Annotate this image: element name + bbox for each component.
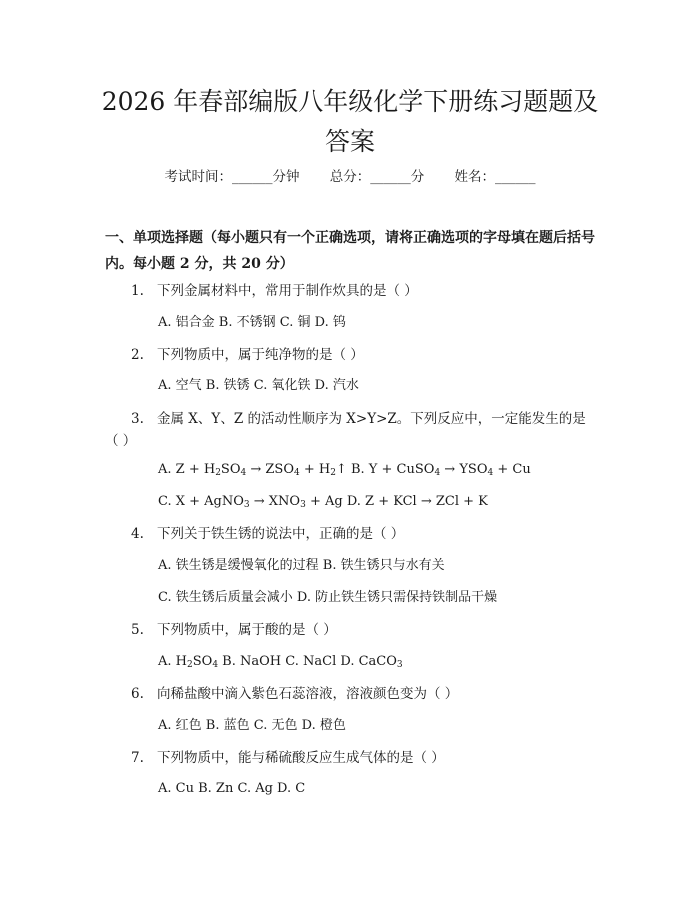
question-3 bbox=[131, 406, 586, 432]
subscript: 2 bbox=[330, 468, 336, 478]
section-heading-line-1: 一、单项选择题（每小题只有一个正确选项，请将正确选项的字母填在题后括号 bbox=[105, 230, 595, 246]
question-number: 2. bbox=[131, 347, 144, 363]
question-3-options-cd bbox=[158, 491, 488, 516]
question-stem: 下列物质中，属于酸的是（ ） bbox=[157, 622, 337, 638]
formula-text: A. Z + H bbox=[158, 462, 216, 477]
formula-text: SO bbox=[192, 654, 213, 669]
formula-text: → XNO bbox=[249, 494, 301, 509]
question-4-options-cd: C. 铁生锈后质量会减小 D. 防止铁生锈只需保持铁制品干燥 bbox=[158, 590, 498, 605]
question-stem: 下列物质中，属于纯净物的是（ ） bbox=[157, 347, 364, 363]
subscript: 3 bbox=[396, 660, 403, 670]
question-5 bbox=[131, 617, 337, 643]
formula-text: + Cu bbox=[493, 462, 531, 477]
exam-time: 考试时间：______分钟 bbox=[164, 169, 300, 185]
question-number: 1. bbox=[131, 283, 144, 299]
question-number: 3. bbox=[131, 411, 144, 427]
document-title bbox=[60, 82, 640, 162]
subscript: 4 bbox=[294, 468, 300, 478]
question-number: 4. bbox=[131, 526, 144, 542]
formula-text: B. NaOH C. NaCl D. CaCO bbox=[218, 654, 397, 669]
subscript: 3 bbox=[300, 500, 306, 510]
question-3-stem-line-2: （ ） bbox=[105, 433, 137, 449]
question-3-options-ab bbox=[158, 459, 531, 484]
section-heading-line-2: 内。每小题 2 分，共 20 分） bbox=[105, 256, 294, 272]
formula-text: + Ag D. Z + KCl → ZCl + K bbox=[305, 494, 488, 509]
formula-text: → ZSO bbox=[246, 462, 294, 477]
question-stem: 下列金属材料中，常用于制作炊具的是（ ） bbox=[157, 283, 418, 299]
question-6 bbox=[131, 681, 458, 707]
question-number: 6. bbox=[131, 686, 144, 702]
section-heading bbox=[105, 225, 605, 277]
question-2-options: A. 空气 B. 铁锈 C. 氧化铁 D. 汽水 bbox=[158, 378, 359, 393]
question-6-options: A. 红色 B. 蓝色 C. 无色 D. 橙色 bbox=[158, 718, 346, 733]
question-number: 5. bbox=[131, 622, 144, 638]
subscript: 4 bbox=[487, 468, 494, 478]
question-4-options-ab: A. 铁生锈是缓慢氧化的过程 B. 铁生锈只与水有关 bbox=[158, 558, 445, 573]
question-stem: 向稀盐酸中滴入紫色石蕊溶液，溶液颜色变为（ ） bbox=[157, 686, 459, 702]
subscript: 3 bbox=[243, 500, 250, 510]
question-stem: 下列关于铁生锈的说法中，正确的是（ ） bbox=[157, 526, 405, 542]
question-1 bbox=[131, 278, 418, 304]
exam-score: 总分：______分 bbox=[329, 169, 425, 185]
question-stem-line-1: 金属 X、Y、Z 的活动性顺序为 X>Y>Z。下列反应中，一定能发生的是 bbox=[157, 411, 586, 427]
formula-text: SO bbox=[220, 462, 241, 477]
question-5-options bbox=[158, 651, 403, 676]
formula-text: + H bbox=[299, 462, 331, 477]
question-4 bbox=[131, 521, 404, 547]
question-7-options: A. Cu B. Zn C. Ag D. C bbox=[158, 781, 306, 796]
subscript: 4 bbox=[240, 468, 247, 478]
title-line-1: 2026 年春部编版八年级化学下册练习题题及 bbox=[101, 87, 599, 116]
subscript: 4 bbox=[212, 660, 219, 670]
question-1-options: A. 铝合金 B. 不锈钢 C. 铜 D. 钨 bbox=[158, 315, 346, 330]
exam-meta bbox=[0, 166, 700, 188]
formula-text: A. H bbox=[158, 654, 187, 669]
formula-text: → YSO bbox=[440, 462, 488, 477]
subscript: 4 bbox=[434, 468, 441, 478]
student-name: 姓名：______ bbox=[454, 169, 536, 185]
formula-text: C. X + AgNO bbox=[158, 494, 244, 509]
formula-text: ↑ B. Y + CuSO bbox=[335, 462, 435, 477]
question-stem: 下列物质中，能与稀硫酸反应生成气体的是（ ） bbox=[157, 750, 445, 766]
question-7 bbox=[131, 745, 445, 771]
question-2 bbox=[131, 342, 364, 368]
title-line-2: 答案 bbox=[324, 127, 375, 156]
question-number: 7. bbox=[131, 750, 144, 766]
subscript: 2 bbox=[215, 468, 221, 478]
subscript: 2 bbox=[187, 660, 193, 670]
